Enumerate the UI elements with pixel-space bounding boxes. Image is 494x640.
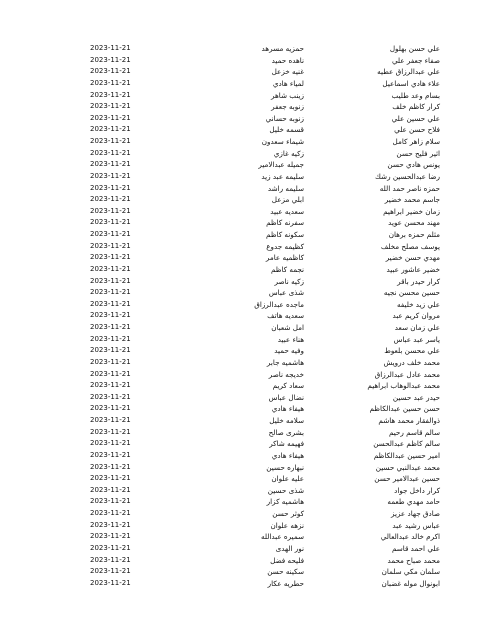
list-item (88, 66, 440, 78)
record-date: 2023-11-21 (90, 78, 131, 87)
person-name: صفاء جعفر علي (391, 55, 440, 65)
record-date: 2023-11-21 (90, 311, 131, 320)
list-item (88, 357, 440, 369)
mother-name: سليمه عبد زيد (261, 171, 304, 181)
record-date: 2023-11-21 (90, 474, 131, 483)
list-item (88, 508, 440, 520)
person-name: بسام وعد طليب (391, 90, 440, 100)
list-item (88, 241, 440, 253)
person-name: محمد عادل عبدالرزاق (374, 369, 440, 379)
list-item (88, 334, 440, 346)
mother-name: نزهه علوان (270, 520, 304, 530)
mother-name: سكونه كاظم (266, 230, 304, 239)
mother-name: زينب شاهر (271, 90, 304, 100)
list-item (88, 322, 440, 334)
mother-name: زنوبه جعفر (271, 102, 304, 112)
list-item (88, 427, 440, 439)
person-name: امير حسين عبدالكاظم (373, 450, 440, 460)
mother-name: هاشميه كزار (266, 497, 304, 507)
mother-name: ناهده حميد (271, 55, 304, 65)
record-date: 2023-11-21 (90, 462, 131, 471)
record-date: 2023-11-21 (90, 323, 131, 331)
record-date: 2023-11-21 (90, 555, 131, 564)
person-name: سالم قاسم رحيم (388, 427, 440, 437)
mother-name: شذى عباس (268, 288, 304, 298)
record-date: 2023-11-21 (90, 509, 131, 517)
record-date: 2023-11-21 (90, 206, 131, 215)
person-name: اكرم خالد عبدالعالي (380, 532, 440, 542)
record-date: 2023-11-21 (90, 578, 131, 587)
list-item (88, 276, 440, 288)
person-name: كرار كاظم خلف (392, 102, 440, 112)
list-item (88, 450, 440, 462)
record-date: 2023-11-21 (90, 137, 131, 145)
person-name: علاء هادي اسماعيل (382, 78, 440, 88)
person-name: ذوالفقار محمد هاشم (378, 416, 440, 425)
record-date: 2023-11-21 (90, 160, 131, 169)
mother-name: حمزيه مسرهد (261, 44, 304, 53)
record-date: 2023-11-21 (90, 497, 131, 506)
list-item (88, 578, 440, 590)
mother-name: فهيمه شاكر (269, 439, 304, 449)
mother-name: وفيه حميد (274, 346, 304, 356)
person-name: محمد عبدالنبي حسين (375, 462, 440, 472)
record-date: 2023-11-21 (90, 90, 131, 99)
person-name: فلاح حسن علي (394, 125, 440, 135)
mother-name: جميله عبدالامير (258, 160, 304, 170)
list-item (88, 496, 440, 508)
person-name: حسن حسين عبدالكاظم (369, 404, 440, 414)
record-date: 2023-11-21 (90, 520, 131, 529)
person-name: كرار داخل جواد (394, 485, 440, 495)
person-name: جاسم محمد خضير (384, 195, 440, 205)
record-date: 2023-11-21 (90, 543, 131, 552)
mother-name: سلامه خليل (269, 416, 304, 425)
mother-name: كظيمه جدوع (266, 241, 304, 251)
mother-name: بشرى صالح (268, 427, 304, 437)
mother-name: سعديه هاتف (267, 311, 304, 321)
record-date: 2023-11-21 (90, 183, 131, 192)
person-name: مروان كريم عبد (392, 311, 440, 321)
list-item (88, 287, 440, 299)
list-item (88, 380, 440, 392)
person-name: علي زيد خليفه (397, 299, 440, 309)
record-date: 2023-11-21 (90, 253, 131, 262)
mother-name: شيماء سعدون (261, 137, 304, 146)
person-name: مهند محسن عويد (388, 218, 440, 228)
person-name: سلمان مكي سلمان (381, 567, 440, 577)
person-name: محمد صباح محمد (387, 555, 440, 565)
person-name: علي زمان سعد (394, 323, 440, 332)
record-date: 2023-11-21 (90, 276, 131, 285)
list-item (88, 438, 440, 450)
mother-name: ماجده عبدالرزاق (254, 299, 304, 309)
mother-name: كاظميه عامر (265, 253, 304, 263)
record-date: 2023-11-21 (90, 171, 131, 180)
record-date: 2023-11-21 (90, 55, 131, 64)
list-item (88, 113, 440, 125)
person-name: ياسر عبد عباس (393, 334, 440, 344)
mother-name: هناء عبيد (277, 334, 304, 344)
mother-name: شذى حسين (267, 485, 304, 495)
list-item (88, 148, 440, 160)
mother-name: نور الهدى (275, 543, 304, 553)
list-item (88, 183, 440, 195)
mother-name: ابلي مزعل (271, 195, 304, 205)
list-item (88, 543, 440, 555)
person-name: علي عبدالرزاق عطيه (377, 67, 440, 77)
person-name: محمد خلف درويش (383, 357, 440, 367)
mother-name: حطريه عكار (267, 578, 304, 588)
person-name: حسين عبدالامير حسن (374, 474, 440, 484)
mother-name: نبهاره حسين (266, 462, 304, 472)
mother-name: زكيه غازي (273, 148, 304, 158)
mother-name: زكيه ناصر (274, 276, 304, 286)
record-date: 2023-11-21 (90, 148, 131, 157)
mother-name: نجمه كاظم (270, 264, 304, 274)
person-name: خضير عاشور عبيد (386, 264, 440, 274)
record-date: 2023-11-21 (90, 288, 131, 297)
mother-name: سميره عبدالله (260, 532, 304, 542)
mother-name: سكينه حسن (267, 567, 304, 577)
mother-name: نضال عباس (268, 392, 304, 402)
person-name: سلام زاهر كامل (392, 137, 440, 146)
person-name: كرار حيدر باقر (397, 276, 440, 286)
mother-name: سعديه عبيد (270, 206, 304, 216)
record-date: 2023-11-21 (90, 404, 131, 413)
record-date: 2023-11-21 (90, 416, 131, 424)
record-date: 2023-11-21 (90, 369, 131, 378)
person-name: رضا عبدالحسين رشك (375, 171, 440, 181)
mother-name: قسمه خليل (269, 125, 304, 135)
list-item (88, 299, 440, 311)
person-name: زمان خضير ابراهيم (383, 206, 440, 216)
record-date: 2023-11-21 (90, 44, 131, 52)
record-date: 2023-11-21 (90, 264, 131, 273)
mother-name: غنيه خزعل (271, 67, 304, 77)
list-item (88, 78, 440, 90)
record-date: 2023-11-21 (90, 485, 131, 494)
person-name: علي احمد قاسم (391, 543, 440, 553)
person-name: يونس هادي حسن (387, 160, 440, 170)
record-date: 2023-11-21 (90, 450, 131, 459)
list-item (88, 124, 440, 136)
mother-name: هيفاء هادي (271, 404, 304, 414)
list-item (88, 55, 440, 67)
person-name: علي حسن بهلول (389, 44, 440, 53)
person-name: سالم كاظم عبدالحسن (373, 439, 440, 449)
list-item (88, 473, 440, 485)
person-name: مثلم حمزه برهان (388, 230, 440, 239)
list-item (88, 531, 440, 543)
mother-name: هاشميه جابر (266, 357, 304, 367)
record-date: 2023-11-21 (90, 532, 131, 541)
list-item (88, 43, 440, 55)
list-item (88, 462, 440, 474)
record-date: 2023-11-21 (90, 357, 131, 366)
mother-name: هيفاء هادي (271, 450, 304, 460)
mother-name: فليحه فضل (270, 555, 304, 565)
record-date: 2023-11-21 (90, 427, 131, 436)
list-item (88, 310, 440, 322)
person-name: علي حسين علي (391, 113, 440, 123)
person-name: صادق جهاد عزيز (390, 509, 440, 518)
record-date: 2023-11-21 (90, 102, 131, 111)
list-item (88, 566, 440, 578)
list-item (88, 403, 440, 415)
list-item (88, 415, 440, 427)
mother-name: سفرنه كاظم (266, 218, 304, 228)
mother-name: سليمه راشد (267, 183, 304, 193)
mother-name: عليه علوان (271, 474, 304, 484)
mother-name: كوثر حسن (272, 509, 304, 518)
person-name: عباس رشيد عبد (392, 520, 440, 530)
person-name: اثير فليح حسن (396, 148, 440, 158)
list-item (88, 369, 440, 381)
record-date: 2023-11-21 (90, 67, 131, 76)
record-date: 2023-11-21 (90, 346, 131, 355)
list-item (88, 485, 440, 497)
record-date: 2023-11-21 (90, 567, 131, 576)
person-name: علي محسن بلعوط (384, 346, 440, 356)
mother-name: امل شعبان (271, 323, 304, 332)
list-item (88, 555, 440, 567)
mother-name: خديجه ناصر (268, 369, 304, 379)
record-date: 2023-11-21 (90, 381, 131, 390)
list-item (88, 345, 440, 357)
list-item (88, 171, 440, 183)
record-date: 2023-11-21 (90, 125, 131, 134)
person-name: مهدي حسن خضير (385, 253, 440, 263)
mother-name: زنوبه حساني (265, 113, 304, 123)
record-date: 2023-11-21 (90, 299, 131, 308)
mother-name: سعاد كريم (272, 381, 304, 391)
list-item (88, 252, 440, 264)
list-item (88, 392, 440, 404)
list-item (88, 136, 440, 148)
record-date: 2023-11-21 (90, 439, 131, 448)
list-item (88, 194, 440, 206)
list-item (88, 520, 440, 532)
record-date: 2023-11-21 (90, 195, 131, 204)
list-item (88, 90, 440, 102)
list-item (88, 264, 440, 276)
person-name: يوسف مصلح مخلف (380, 241, 440, 251)
list-item (88, 217, 440, 229)
list-item (88, 229, 440, 241)
records-list (88, 43, 440, 589)
record-date: 2023-11-21 (90, 241, 131, 250)
record-date: 2023-11-21 (90, 392, 131, 401)
record-date: 2023-11-21 (90, 230, 131, 238)
list-item (88, 206, 440, 218)
person-name: محمد عبدالوهاب ابراهيم (367, 381, 440, 391)
person-name: ابونوال موله غضبان (381, 578, 440, 588)
person-name: حيدر عبد حسين (392, 392, 440, 402)
person-name: حامد مهدي طعمه (387, 497, 440, 507)
person-name: حمزه ناصر حمد الله (379, 183, 440, 193)
record-date: 2023-11-21 (90, 218, 131, 227)
mother-name: لمياء هادي (272, 78, 304, 88)
list-item (88, 101, 440, 113)
record-date: 2023-11-21 (90, 334, 131, 343)
list-item (88, 159, 440, 171)
person-name: حسين محسن نجيه (383, 288, 440, 298)
record-date: 2023-11-21 (90, 113, 131, 122)
